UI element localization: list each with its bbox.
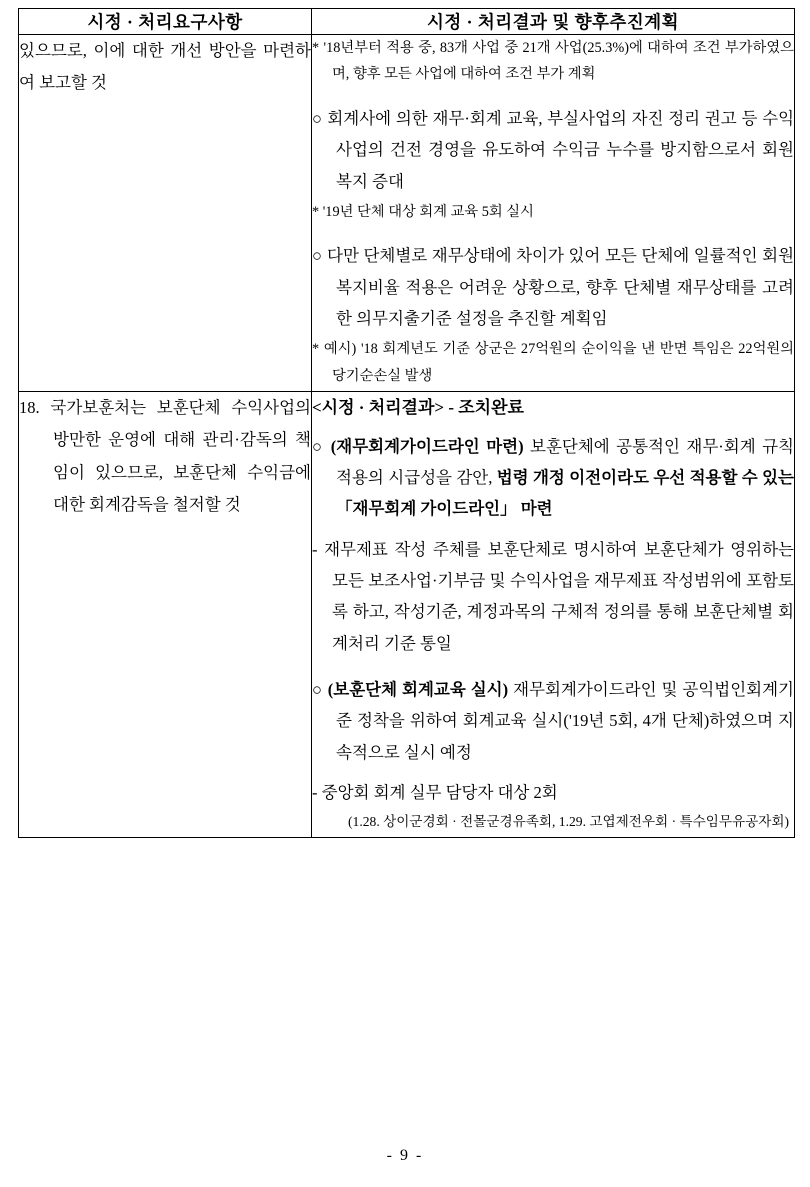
item-text: 회계사에 의한 재무·회계 교육, 부실사업의 자진 정리 권고 등 수익사업의 건전 경영을 유도하여 수익금 누수를 방지함으로서 회원복지 증대 (327, 108, 795, 191)
spacer (312, 90, 794, 103)
item-text-emphasis: 법령 개정 이전이라도 우선 적용할 수 있는 「재무회계 가이드라인」 마련 (336, 467, 794, 519)
star-marker: * (312, 203, 320, 220)
star-marker: * (312, 341, 320, 358)
requirement-item-18 (19, 392, 311, 521)
subnote-text: (1.28. 상이군경회 · 전몰군경유족회, 1.29. 고엽제전우회 · 특수임무유공자회) (348, 814, 790, 830)
result-subitem (312, 534, 794, 659)
cell-requirement-18 (19, 392, 312, 838)
table-row (19, 392, 795, 838)
item-lead-label: (재무회계가이드라인 마련) (330, 436, 524, 456)
page-number: - 9 - (386, 1147, 424, 1164)
result-item (312, 240, 794, 334)
result-note (312, 35, 794, 88)
star-marker: * (312, 40, 320, 56)
cell-result-18 (312, 392, 795, 838)
report-table (18, 8, 795, 838)
item-number: 18. (19, 398, 40, 418)
result-item (312, 431, 794, 525)
note-text: '18년부터 적용 중, 83개 사업 중 21개 사업(25.3%)에 대하여 조건 부가하였으며, 향후 모든 사업에 대하여 조건 부가 계획 (323, 40, 794, 83)
requirement-text: 국가보훈처는 보훈단체 수익사업의 방만한 운영에 대해 관리·감독의 책임이 있으므로, 보훈단체 수익금에 대한 회계감독을 철저할 것 (50, 398, 311, 514)
column-header-result: 시정 · 처리결과 및 향후추진계획 (312, 9, 795, 35)
item-lead-label: (보훈단체 회계교육 실시) (327, 679, 509, 699)
note-text: 예시) '18 회계년도 기준 상군은 27억원의 순이익을 낸 반면 특임은 22억원의 당기순손실 발생 (323, 341, 794, 384)
circle-marker: ○ (312, 679, 323, 699)
spacer (312, 770, 794, 777)
subitem-text: 재무제표 작성 주체를 보훈단체로 명시하여 보훈단체가 영위하는 모든 보조사업·기부금 및 수익사업을 재무제표 작성범위에 포함토록 하고, 작성기준, 계정과목의 구체적 정의를 통해 보훈단체별 회계처리 기준 통일 (324, 539, 794, 653)
result-subitem (312, 777, 794, 808)
result-subnote (312, 810, 794, 834)
result-note (312, 336, 794, 389)
circle-marker: ○ (312, 436, 325, 456)
circle-marker: ○ (312, 108, 323, 128)
item-text: 보훈단체에 공통적인 재무·회계 규칙 적용의 시급성을 감안, (336, 436, 794, 487)
item-text: 재무회계가이드라인 및 공익법인회계기준 정착을 위하여 회계교육 실시('19년 5회, 4개 단체)하였으며 지속적으로 실시 예정 (336, 679, 795, 762)
table-header-row (19, 9, 795, 35)
result-note (312, 199, 794, 225)
table-row (19, 35, 795, 392)
circle-marker: ○ (312, 246, 323, 266)
document-page (0, 8, 810, 1187)
note-text: '19년 단체 대상 회계 교육 5회 실시 (322, 203, 534, 220)
dash-marker: - (312, 539, 318, 559)
cell-requirement-continued (19, 35, 312, 392)
item-text: 다만 단체별로 재무상태에 차이가 있어 모든 단체에 일률적인 회원복지비율 적용은 어려운 상황으로, 향후 단체별 재무상태를 고려한 의무지출기준 설정을 추진할 계획임 (327, 246, 795, 329)
dash-marker: - (312, 782, 318, 802)
result-subheading: <시정 · 처리결과> - 조치완료 (312, 398, 524, 418)
result-item (312, 103, 794, 197)
result-item (312, 674, 794, 768)
subitem-text: 중앙회 회계 실무 담당자 대상 2회 (321, 782, 558, 802)
spacer (312, 661, 794, 674)
requirement-text: 있으므로, 이에 대한 개선 방안을 마련하여 보고할 것 (19, 41, 311, 93)
spacer (312, 527, 794, 534)
cell-result-continued (312, 35, 795, 392)
spacer (312, 227, 794, 240)
column-header-requirement: 시정 · 처리요구사항 (19, 9, 312, 35)
